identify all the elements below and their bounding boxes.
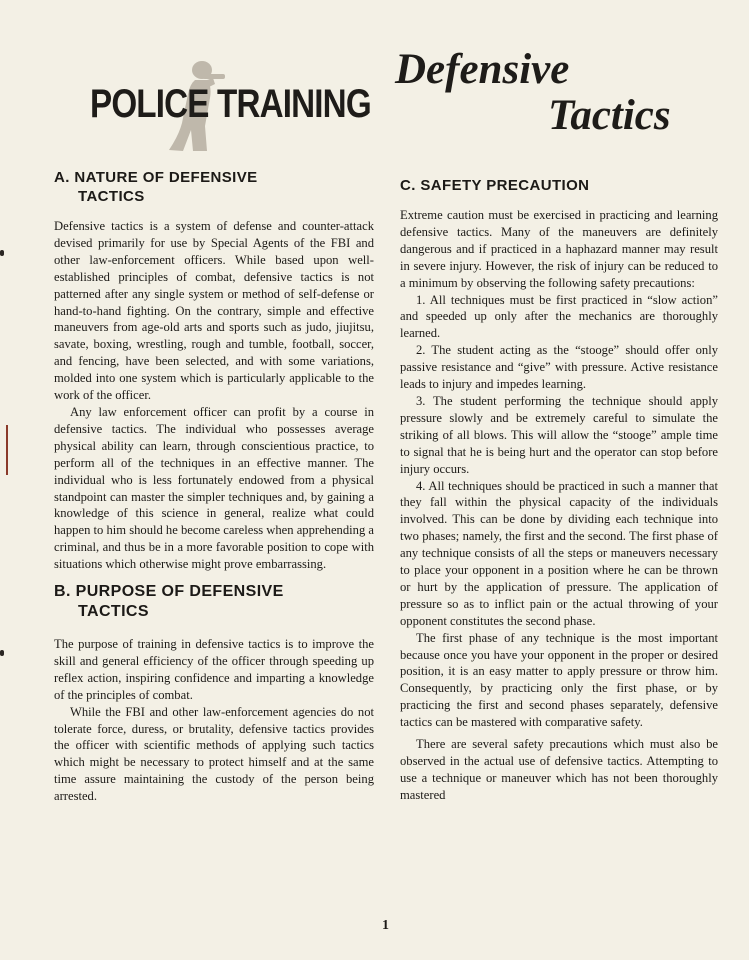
page-number: 1 xyxy=(382,918,389,933)
section-a-heading-line2: TACTICS xyxy=(78,188,145,205)
masthead xyxy=(90,60,371,155)
right-column xyxy=(400,176,718,804)
section-c-paragraph-3: There are several safety precautions which must also be observed in the actual use of defensive tactics. Attempting to use a technique or maneuver which has not been thoroughly mastered xyxy=(400,737,718,802)
binding-hole xyxy=(0,250,4,256)
section-c-paragraph-2: The first phase of any technique is the most important because once you have your opponent in the proper or desired position, it is an easy matter to apply pressure or throw him. Consequently, by practicing only the first phase, or by practicing the first and second phases separately, defensive tactics can be mastered with comparative safety. xyxy=(400,630,718,730)
precaution-item-3: 3. The student performing the technique should apply pressure slowly and be extremely careful to simulate the striking of all blows. This will allow the “stooge” ample time to signal that he is being hurt and the operator can stop before injury occurs. xyxy=(400,393,718,476)
binding-mark xyxy=(6,425,8,475)
section-c-paragraph-1: Extreme caution must be exercised in practicing and learning defensive tactics. Many of the maneuvers are definitely dangerous and if practiced in a haphazard manner may result in severe injury. However, the risk of injury can be reduced to a minimum by observing the following safety precautions: xyxy=(400,208,718,290)
precaution-item-1: 1. All techniques must be first practiced in “slow action” and speeded up only after the mechanics are thoroughly learned. xyxy=(400,292,718,341)
page-title-line1: Defensive xyxy=(395,46,570,93)
masthead-title: POLICE TRAINING xyxy=(90,82,371,126)
section-b-paragraph-2: While the FBI and other law-enforcement agencies do not tolerate force, duress, or brutality, defensive tactics provides the officer with scientific methods of applying such tactics which might be necessary to protect himself and at the same time assure maintaining the custody of the person being arrested. xyxy=(54,704,374,804)
precaution-item-4: 4. All techniques should be practiced in such a manner that they fall within the physical capacity of the individuals involved. This can be done by dividing each technique into two phases; namely, the first and the second. The first phase of any technique consists of all the steps or maneuvers necessary to place your opponent in a position where he can be thrown or hurt by the application of pressure. The application of pressure so as to inflict pain or the actual throwing of your opponent constitutes the second phase. xyxy=(400,478,718,628)
section-b-heading-line1: B. PURPOSE OF DEFENSIVE xyxy=(54,583,284,601)
section-a-heading-line1: A. NATURE OF DEFENSIVE xyxy=(54,169,258,186)
left-column xyxy=(54,168,374,805)
section-a-paragraph-1: Defensive tactics is a system of defense and counter-attack devised primarily for use by Special Agents of the FBI and other law-enforcement officers. While based upon well-established principles of combat, defensive tactics is not patterned after any single system or method of self-defense or hand-to-hand fighting. On the contrary, simple and effective maneuvers from age-old arts and sports such as judo, jiujitsu, savate, boxing, wrestling, rough and tumble, football, soccer, and fencing, have been selected, and with some variations, molded into one system which is particularly applicable to the work of the officer. xyxy=(54,219,374,403)
section-b-heading-line2: TACTICS xyxy=(78,603,149,621)
section-b-heading xyxy=(54,582,374,622)
section-c-heading: C. SAFETY PRECAUTION xyxy=(400,177,590,194)
section-a-heading xyxy=(54,168,374,206)
section-b-paragraph-1: The purpose of training in defensive tactics is to improve the skill and general efficiency of the officer through speeding up reflex action, inspiring confidence and imparting a knowledge of the principles of combat. xyxy=(54,637,374,702)
page-title-line2: Tactics xyxy=(548,92,671,139)
precaution-item-2: 2. The student acting as the “stooge” should offer only passive resistance and “give” with pressure. Active resistance leads to injury and impedes learning. xyxy=(400,343,718,392)
binding-hole xyxy=(0,650,4,656)
section-a-paragraph-2: Any law enforcement officer can profit by a course in defensive tactics. The individual who possesses average physical ability can learn, through conscientious practice, to perform all of the techniques in an effective manner. The individual who is less fortunately endowed from a physical standpoint can master the simpler techniques and, by gaining a knowledge of this science in general, realize what could happen to him should he become careless when apprehending a criminal, and thus be in a more favorable position to cope with situations which otherwise might prove embarrassing. xyxy=(54,404,374,572)
